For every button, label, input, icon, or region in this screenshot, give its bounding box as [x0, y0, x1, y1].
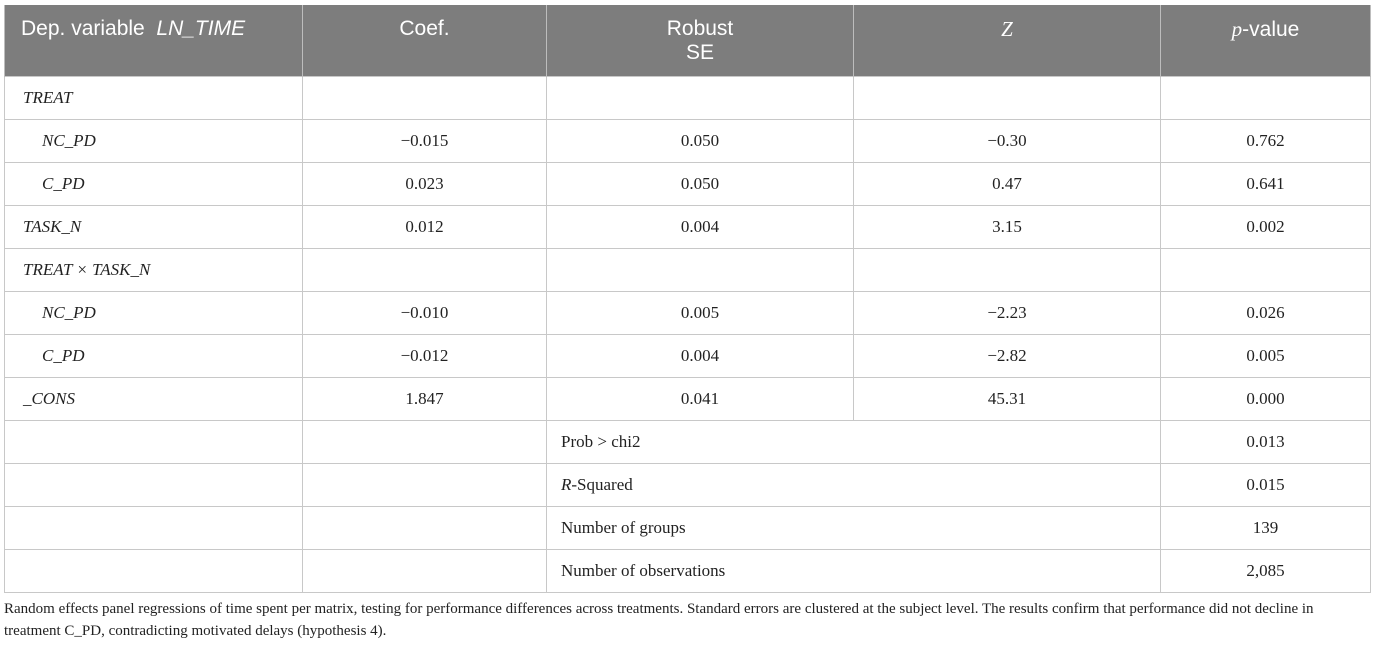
p-cell: 0.762 [1161, 120, 1371, 163]
stat-value-prob-chi2: 0.013 [1161, 421, 1371, 464]
stat-row [5, 464, 1371, 507]
coef-cell [303, 249, 547, 292]
header-z [854, 5, 1161, 77]
stat-value-observations: 2,085 [1161, 550, 1371, 593]
stat-label-groups: Number of groups [547, 507, 1161, 550]
empty-cell [5, 421, 303, 464]
regression-table [4, 5, 1371, 593]
empty-cell [5, 464, 303, 507]
coef-cell [303, 77, 547, 120]
stat-row [5, 550, 1371, 593]
stat-value-r-squared: 0.015 [1161, 464, 1371, 507]
empty-cell [303, 421, 547, 464]
table-row [5, 120, 1371, 163]
p-cell [1161, 249, 1371, 292]
se-cell: 0.005 [547, 292, 854, 335]
se-cell: 0.050 [547, 120, 854, 163]
table-row [5, 249, 1371, 292]
row-label-treat: TREAT [5, 77, 303, 120]
header-z-text: Z [1001, 17, 1013, 41]
z-cell [854, 249, 1161, 292]
table-footnote: Random effects panel regressions of time spent per matrix, testing for performance differences across treatments. Standard errors are clustered at the subject level. The results confirm that performance did not decline in treatment C_PD, contradicting motivated delays (hypothesis 4). [4, 601, 1314, 639]
coef-cell: 1.847 [303, 378, 547, 421]
row-label-task-n: TASK_N [5, 206, 303, 249]
stat-label-prob-chi2: Prob > chi2 [547, 421, 1161, 464]
coef-cell: −0.015 [303, 120, 547, 163]
empty-cell [303, 507, 547, 550]
table-row [5, 77, 1371, 120]
empty-cell [303, 550, 547, 593]
dep-var-name: LN_TIME [156, 17, 246, 40]
row-label-c-pd: C_PD [5, 163, 303, 206]
r-squared-italic: R [561, 475, 572, 494]
p-cell [1161, 77, 1371, 120]
z-cell [854, 77, 1161, 120]
z-cell: 0.47 [854, 163, 1161, 206]
z-cell: 45.31 [854, 378, 1161, 421]
z-cell: −2.23 [854, 292, 1161, 335]
coef-cell: 0.023 [303, 163, 547, 206]
se-cell: 0.004 [547, 206, 854, 249]
row-label-c-pd: C_PD [5, 335, 303, 378]
stat-label-observations: Number of observations [547, 550, 1161, 593]
table-row [5, 292, 1371, 335]
row-label-nc-pd: NC_PD [5, 120, 303, 163]
se-cell: 0.050 [547, 163, 854, 206]
p-cell: 0.026 [1161, 292, 1371, 335]
stat-value-groups: 139 [1161, 507, 1371, 550]
stat-row [5, 421, 1371, 464]
header-row [5, 5, 1371, 77]
empty-cell [303, 464, 547, 507]
empty-cell [5, 507, 303, 550]
table-row [5, 335, 1371, 378]
header-coef: Coef. [303, 5, 547, 77]
se-cell [547, 249, 854, 292]
p-cell: 0.641 [1161, 163, 1371, 206]
empty-cell [5, 550, 303, 593]
r-squared-suffix: -Squared [571, 475, 633, 494]
z-cell: −0.30 [854, 120, 1161, 163]
coef-cell: −0.012 [303, 335, 547, 378]
row-label-nc-pd: NC_PD [5, 292, 303, 335]
se-cell [547, 77, 854, 120]
header-dep-variable [5, 5, 303, 77]
header-se-line2: SE [685, 41, 714, 64]
p-cell: 0.002 [1161, 206, 1371, 249]
row-label-cons: _CONS [5, 378, 303, 421]
se-cell: 0.004 [547, 335, 854, 378]
stat-label-r-squared [547, 464, 1161, 507]
header-p-italic: p [1231, 17, 1243, 41]
coef-cell: 0.012 [303, 206, 547, 249]
header-se-line1: Robust [666, 17, 734, 40]
table-row [5, 378, 1371, 421]
p-cell: 0.005 [1161, 335, 1371, 378]
z-cell: 3.15 [854, 206, 1161, 249]
z-cell: −2.82 [854, 335, 1161, 378]
header-robust-se [547, 5, 854, 77]
header-p-value [1161, 5, 1371, 77]
table-row [5, 163, 1371, 206]
table-row [5, 206, 1371, 249]
row-label-treat-x-task-n: TREAT × TASK_N [5, 249, 303, 292]
stat-row [5, 507, 1371, 550]
header-p-suffix: -value [1242, 18, 1300, 41]
coef-cell: −0.010 [303, 292, 547, 335]
p-cell: 0.000 [1161, 378, 1371, 421]
se-cell: 0.041 [547, 378, 854, 421]
dep-prefix: Dep. variable [21, 17, 145, 40]
